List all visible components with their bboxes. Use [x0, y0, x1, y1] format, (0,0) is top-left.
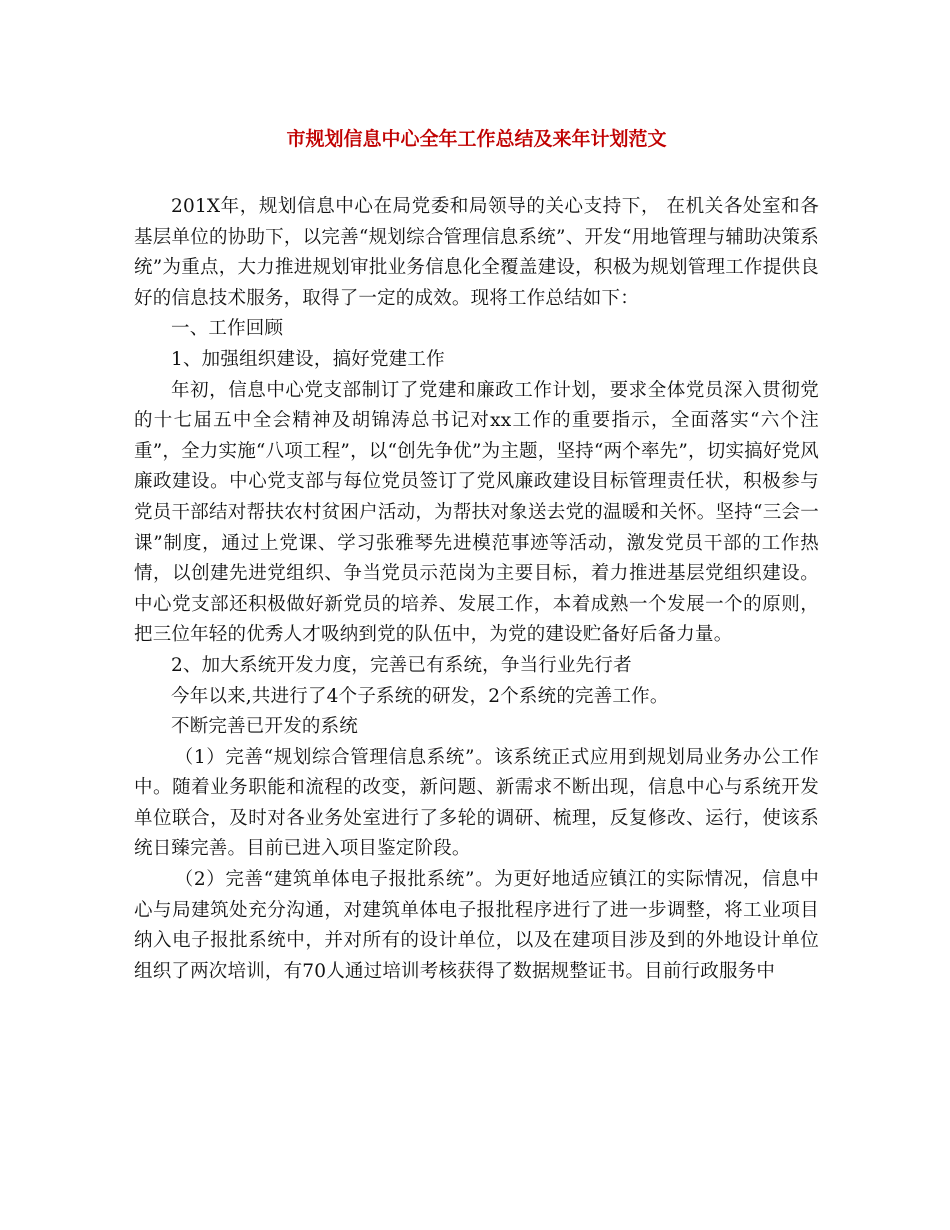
- document-title: 市规划信息中心全年工作总结及来年计划范文: [286, 128, 667, 150]
- paragraph-item-1: （1）完善“规划综合管理信息系统”。该系统正式应用到规划局业务办公工作中。随着业务职能和流程的改变，新问题、新需求不断出现，信息中心与系统开发单位联合，及时对各业务处室进行了多轮的调研、梳理，反复修改、运行，使该系统日臻完善。目前已进入项目鉴定阶段。: [134, 746, 819, 860]
- paragraph-system-count: 今年以来,共进行了4个子系统的研发，2个系统的完善工作。: [171, 685, 669, 707]
- section-heading-review: 一、工作回顾: [171, 318, 284, 340]
- paragraph-party-building: 年初，信息中心党支部制订了党建和廉政工作计划，要求全体党员深入贯彻党的十七届五中全会精神及胡锦涛总书记对xx工作的重要指示，全面落实“六个注重”，全力实施“八项工程”，以“创先争优”为主题，坚持“两个率先”，切实搞好党风廉政建设。中心党支部与每位党员签订了党风廉政建设目标管理责任状，积极参与党员干部结对帮扶农村贫困户活动，为帮扶对象送去党的温暖和关怀。坚持“三会一课”制度，通过上党课、学习张雅琴先进模范事迹等活动，激发党员干部的工作热情，以创建先进党组织、争当党员示范岗为主要目标，着力推进基层党组织建设。中心党支部还积极做好新党员的培养、发展工作，本着成熟一个发展一个的原则，把三位年轻的优秀人才吸纳到党的队伍中，为党的建设贮备好后备力量。: [134, 379, 819, 646]
- paragraph-intro: 201X年，规划信息中心在局党委和局领导的关心支持下， 在机关各处室和各基层单位的协助下，以完善“规划综合管理信息系统”、开发“用地管理与辅助决策系统”为重点，大力推进规划审批业务信息化全覆盖建设，积极为规划管理工作提供良好的信息技术服务，取得了一定的成效。现将工作总结如下：: [134, 196, 819, 309]
- document-body: [134, 192, 819, 987]
- subheading-system-development: 2、加大系统开发力度，完善已有系统，争当行业先行者: [171, 654, 632, 676]
- paragraph-item-2: （2）完善“建筑单体电子报批系统”。为更好地适应镇江的实际情况，信息中心与局建筑处充分沟通，对建筑单体电子报批程序进行了进一步调整，将工业项目纳入电子报批系统中，并对所有的设计单位，以及在建项目涉及到的外地设计单位组织了两次培训，有70人通过培训考核获得了数据规整证书。目前行政服务中: [134, 869, 819, 982]
- subheading-improve-systems: 不断完善已开发的系统: [171, 716, 359, 738]
- subheading-party-building: 1、加强组织建设，搞好党建工作: [171, 348, 445, 370]
